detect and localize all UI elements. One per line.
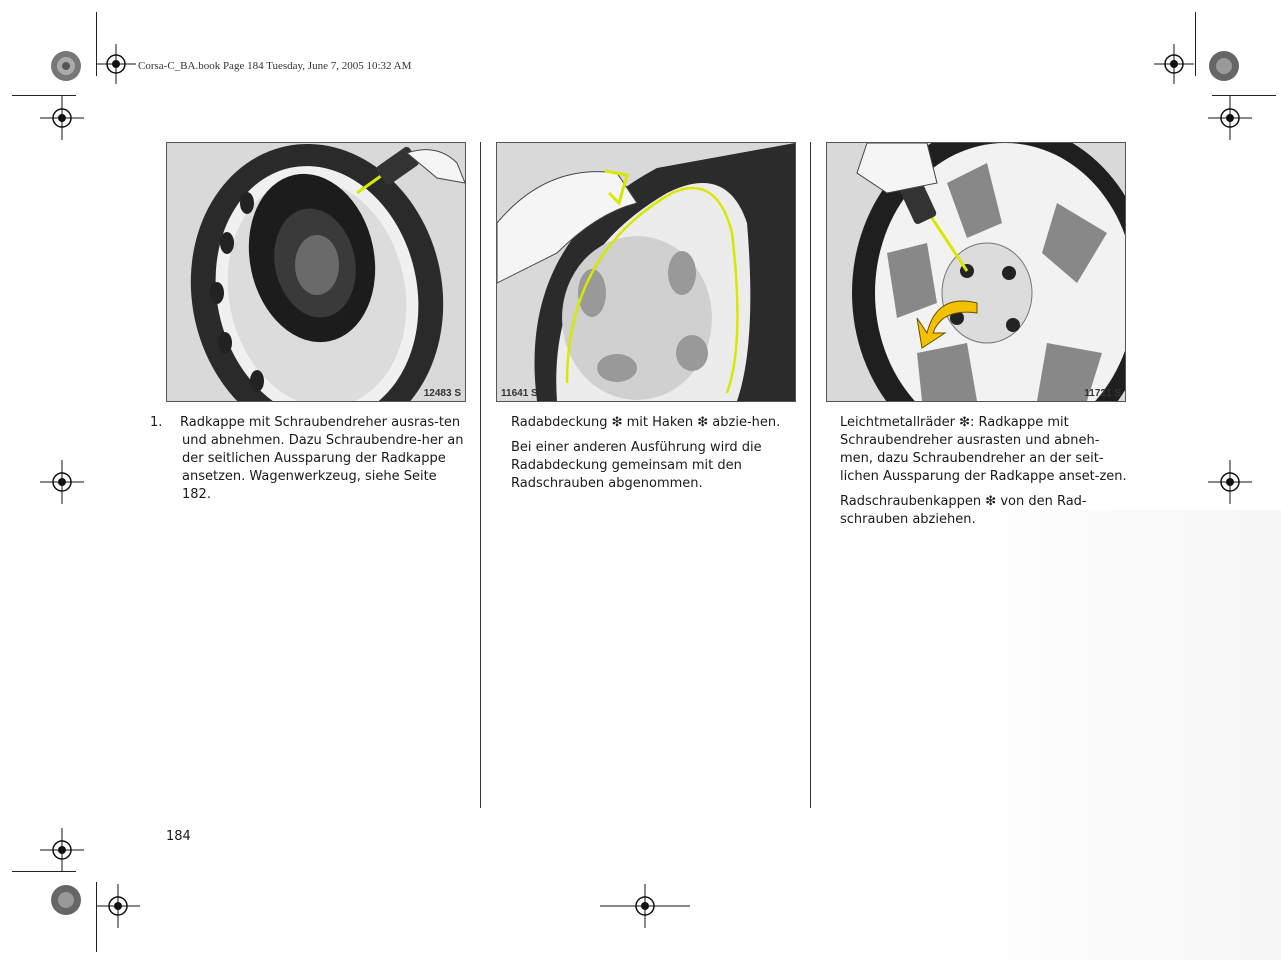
steel-wheel-hubcap-screwdriver-icon	[167, 143, 465, 401]
instruction-paragraph: Leichtmetallräder ❇: Radkappe mit Schraubendreher ausrasten und abneh-men, dazu Schraubendreher an der seit-lichen Aussparung der Radkappe anset-zen.	[840, 415, 1127, 484]
page-shading	[950, 510, 1281, 960]
crosshair-icon	[1208, 460, 1252, 504]
crosshair-icon	[600, 884, 690, 928]
crosshair-icon	[40, 460, 84, 504]
print-header: Corsa-C_BA.book Page 184 Tuesday, June 7, 2005 10:32 AM	[138, 60, 412, 72]
crosshair-icon	[1208, 96, 1252, 140]
figure-number: 12483 S	[423, 388, 461, 399]
color-target-icon	[48, 48, 84, 84]
column-text	[511, 414, 791, 500]
alloy-wheel-cap-screwdriver-icon	[827, 143, 1125, 401]
color-target-icon	[48, 882, 84, 918]
wheel-cover-hook-icon	[497, 143, 795, 401]
column-text	[840, 414, 1130, 536]
figure-alloy-wheel	[826, 142, 1126, 402]
instruction-paragraph: 1. Radkappe mit Schraubendreher ausras-ten und abnehmen. Dazu Schraubendre-her an der seitlichen Aussparung der Radkappe ansetzen. Wagenwerkzeug, siehe Seite 182.	[150, 415, 464, 502]
column-divider	[480, 142, 481, 808]
color-target-icon	[1206, 48, 1242, 84]
figure-number: 11641 S	[501, 388, 538, 399]
figure-steel-wheel	[166, 142, 466, 402]
crosshair-icon	[40, 96, 84, 140]
instruction-paragraph: Radschraubenkappen ❇ von den Rad-schrauben abziehen.	[840, 494, 1087, 527]
instruction-paragraph: Radabdeckung ❇ mit Haken ❇ abzie-hen.	[511, 415, 781, 430]
crosshair-icon	[40, 828, 84, 872]
figure-wheel-cover	[496, 142, 796, 402]
instruction-paragraph: Bei einer anderen Ausführung wird die Radabdeckung gemeinsam mit den Radschrauben abgenommen.	[511, 440, 762, 491]
page-number: 184	[166, 829, 191, 844]
crosshair-icon	[96, 884, 140, 928]
step-number: 1.	[150, 415, 163, 430]
crosshair-icon	[96, 44, 136, 84]
crosshair-icon	[1154, 44, 1194, 84]
column-text	[150, 414, 466, 511]
figure-number: 11721 S	[1084, 388, 1121, 399]
column-divider	[810, 142, 811, 808]
